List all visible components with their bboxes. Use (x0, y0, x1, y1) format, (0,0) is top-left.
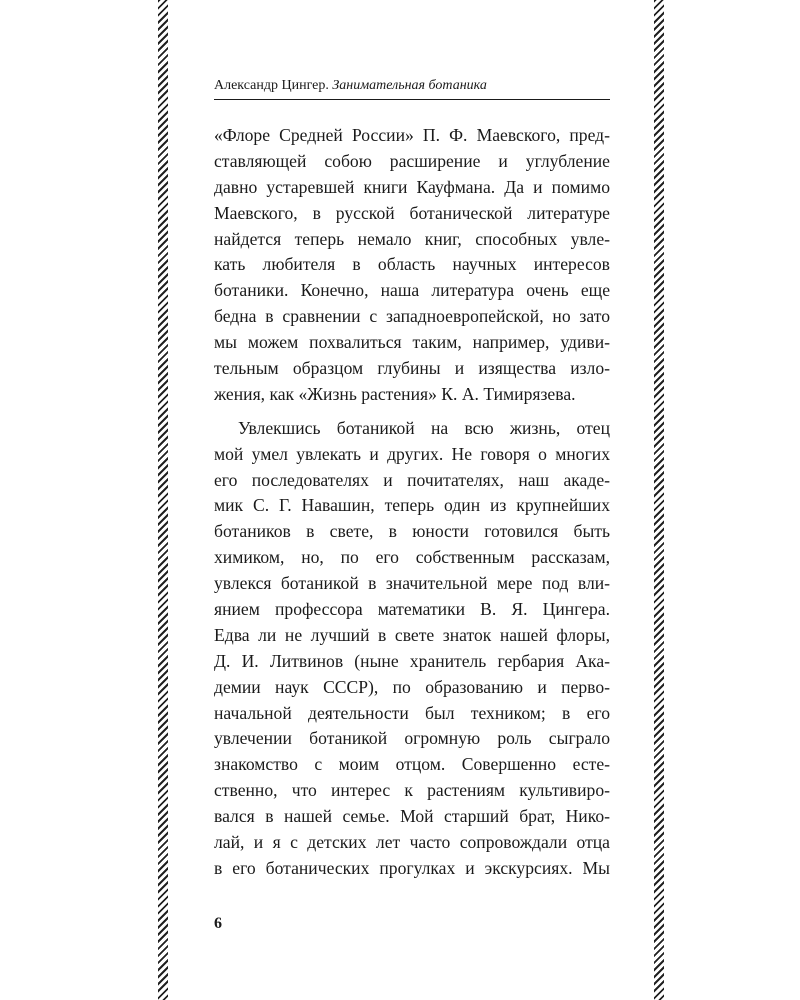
text-line: мик С. Г. Навашин, теперь один из крупнейших (214, 495, 610, 516)
text-line: ботаников в свете, в юности готовился быть (214, 521, 610, 542)
text-line: увлекся ботаникой в значительной мере под вли- (214, 573, 610, 594)
body-text (214, 123, 610, 882)
text-line: кать любителя в область научных интересов (214, 254, 610, 275)
running-head (214, 78, 610, 94)
running-head-author: Александр Цингер. (214, 78, 329, 93)
running-head-title: Занимательная ботаника (332, 78, 487, 93)
text-line: мы можем похвалиться таким, например, удиви- (214, 332, 610, 353)
text-line: знакомство с моим отцом. Совершенно есте- (214, 754, 610, 775)
text-line: начальной деятельности был техником; в его (214, 702, 610, 723)
text-line: ставляющей собою расширение и углубление (214, 150, 610, 171)
text-line: ботаники. Конечно, наша литература очень еще (214, 280, 610, 301)
text-line: Увлекшись ботаникой на всю жизнь, отец (238, 417, 610, 438)
text-line: «Флоре Средней России» П. Ф. Маевского, пред- (214, 125, 610, 145)
text-line: Маевского, в русской ботанической литературе (214, 202, 610, 223)
text-line: жения, как «Жизнь растения» К. А. Тимирязева. (214, 383, 576, 404)
text-line: Едва ли не лучший в свете знаток нашей флоры, (214, 624, 610, 645)
text-line: в его ботанических прогулках и экскурсиях. Мы (214, 857, 610, 878)
text-line: демии наук СССР), по образованию и перво- (214, 676, 610, 697)
text-line: бедна в сравнении с западноевропейской, но зато (214, 306, 610, 327)
text-line: тельным образцом глубины и изящества изло- (214, 358, 610, 379)
text-line: вался в нашей семье. Мой старший брат, Нико- (214, 806, 610, 827)
text-line: давно устаревшей книги Кауфмана. Да и помимо (214, 176, 610, 197)
left-hatched-border (158, 0, 168, 1000)
text-line: его последователях и почитателях, наш акаде- (214, 469, 610, 490)
text-line: мой умел увлекать и других. Не говоря о многих (214, 443, 610, 464)
paragraph-gap (214, 408, 610, 416)
paragraph (214, 123, 610, 408)
text-line: лай, и я с детских лет часто сопровождали отца (214, 832, 610, 853)
text-line: ственно, что интерес к растениям культивиро- (214, 780, 610, 801)
paragraph (214, 416, 610, 882)
page-number: 6 (214, 915, 222, 932)
text-line: химиком, но, по его собственным рассказам, (214, 547, 610, 568)
text-line: увлечении ботаникой огромную роль сыграло (214, 728, 610, 749)
header-rule (214, 99, 610, 100)
right-hatched-border (654, 0, 664, 1000)
text-line: найдется теперь немало книг, способных увле- (214, 228, 610, 249)
text-line: Д. И. Литвинов (ныне хранитель гербария Ака- (214, 650, 610, 671)
text-line: янием профессора математики В. Я. Цингера. (214, 599, 610, 620)
